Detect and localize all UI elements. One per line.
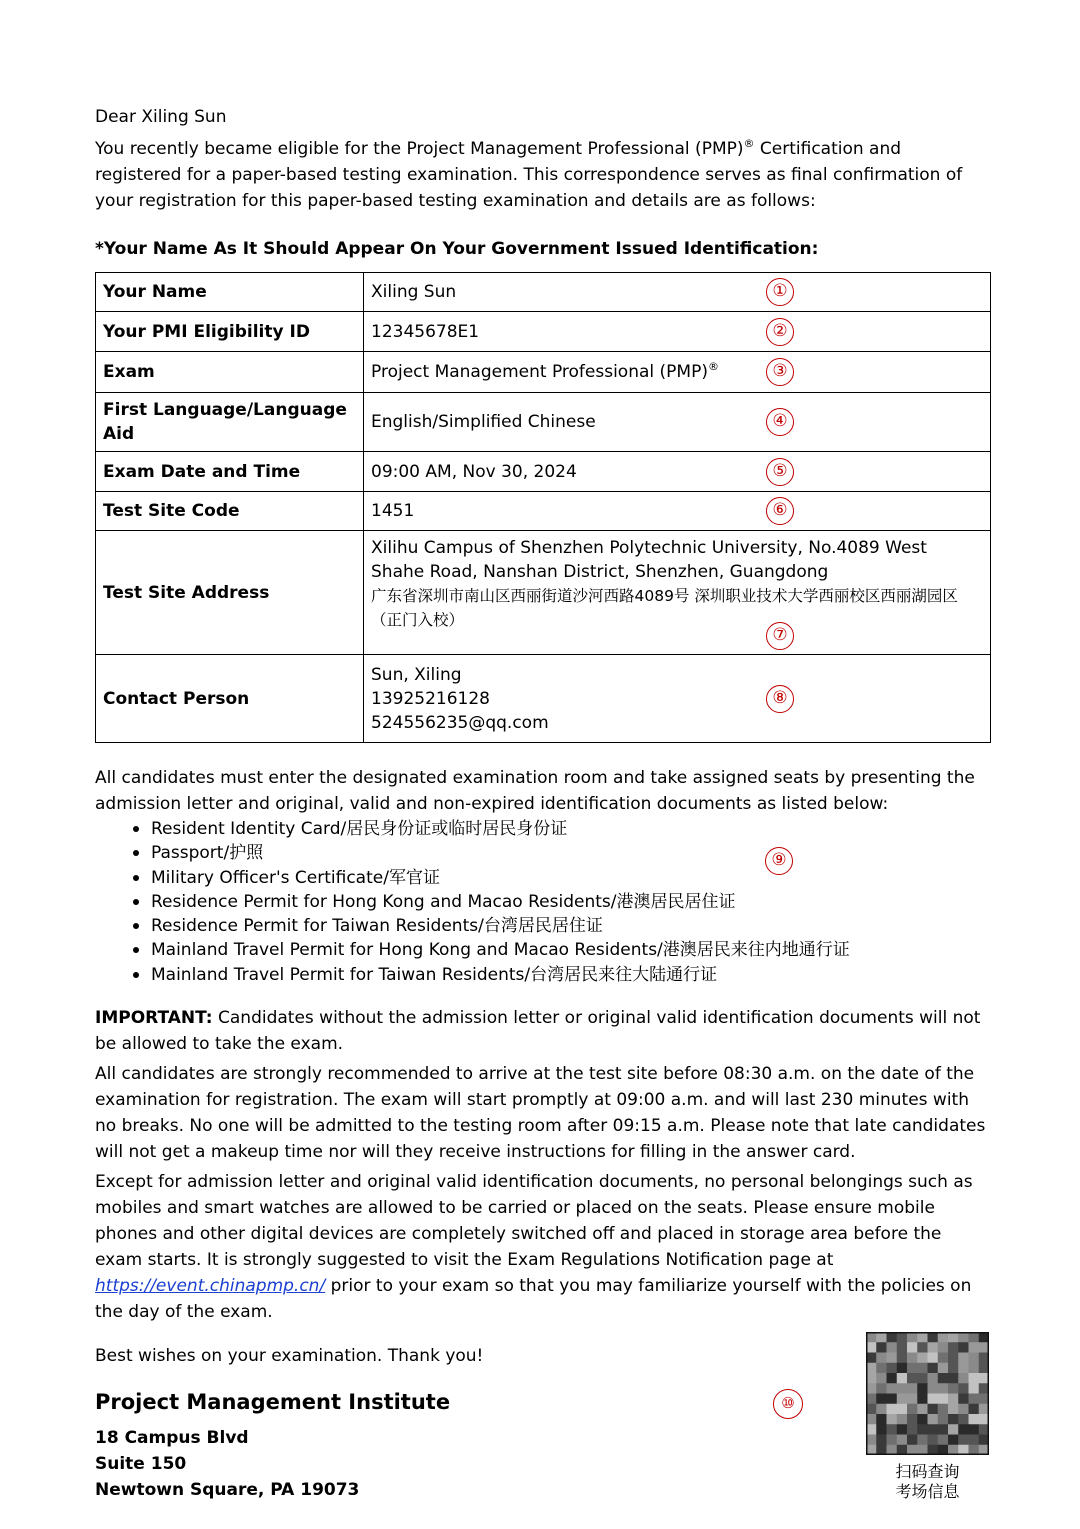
list-item: Military Officer's Certificate/军官证 — [133, 866, 991, 890]
closing-wishes: Best wishes on your examination. Thank you! — [95, 1346, 484, 1367]
site-address-en: Xilihu Campus of Shenzhen Polytechnic University, No.4089 West Shahe Road, Nanshan District, Shenzhen, Guangdong — [371, 538, 927, 582]
important-notice — [95, 1005, 991, 1057]
name-heading: *Your Name As It Should Appear On Your Government Issued Identification: — [95, 239, 819, 259]
row-value — [364, 352, 991, 393]
qr-caption-line: 考场信息 — [895, 1482, 960, 1501]
list-item: Residence Permit for Taiwan Residents/台湾居民居住证 — [133, 914, 991, 938]
table-row — [96, 273, 991, 312]
row-value — [364, 531, 991, 655]
intro-text: You recently became eligible for the Project Management Professional (PMP) — [95, 139, 744, 159]
exam-date-value: 09:00 AM, Nov 30, 2024 — [371, 461, 577, 482]
annotation-marker: ⑨ — [765, 847, 793, 875]
row-label: Exam — [96, 352, 364, 393]
qr-code[interactable] — [866, 1332, 989, 1455]
organization-name: Project Management Institute — [95, 1390, 451, 1415]
table-row — [96, 312, 991, 352]
qr-caption — [866, 1462, 989, 1502]
row-value — [364, 452, 991, 492]
row-label: Exam Date and Time — [96, 452, 364, 492]
belongings-notice — [95, 1169, 991, 1325]
important-text: Candidates without the admission letter or original valid identification documents will not be allowed to take the exam. — [95, 1008, 981, 1055]
row-label: Test Site Address — [96, 531, 364, 655]
row-value — [364, 655, 991, 743]
row-label: Your PMI Eligibility ID — [96, 312, 364, 352]
table-row — [96, 393, 991, 452]
contact-phone: 13925216128 — [371, 688, 490, 709]
annotation-marker: ⑦ — [766, 622, 794, 650]
belongings-tail: prior to your exam so that you may familiarize yourself with the policies on the day of the exam. — [95, 1276, 972, 1323]
list-item: Mainland Travel Permit for Hong Kong and Macao Residents/港澳居民来往内地通行证 — [133, 938, 991, 962]
registered-mark: ® — [743, 137, 755, 150]
row-value — [364, 492, 991, 531]
id-documents-section — [95, 765, 991, 987]
exam-value: Project Management Professional (PMP) — [371, 362, 708, 382]
site-address-cn: 广东省深圳市南山区西丽街道沙河西路4089号 深圳职业技术大学西丽校区西丽湖园区（正门入校） — [371, 587, 958, 629]
address-line: Suite 150 — [95, 1454, 187, 1475]
belongings-text: Except for admission letter and original valid identification documents, no personal belongings such as mobiles and smart watches are allowed to be carried or placed on the seats. Please ensure mobile phones and other digital devices are completely switched off and placed in storage area before the exam starts. It is strongly suggested to visit the Exam Regulations Notification page at — [95, 1172, 973, 1271]
eligibility-id-value: 12345678E1 — [371, 321, 480, 342]
intro-text-cont: Certification and registered for a paper-based testing examination. This correspondence serves as final confirmation of your registration for this paper-based testing examination and details are as follows: — [95, 139, 963, 211]
registration-details-table — [95, 272, 991, 743]
id-documents-list — [133, 817, 991, 987]
table-row — [96, 531, 991, 655]
row-label: Test Site Code — [96, 492, 364, 531]
intro-paragraph — [95, 136, 991, 214]
annotation-marker: ⑤ — [766, 458, 794, 486]
list-item: Passport/护照 — [133, 841, 991, 865]
row-value — [364, 312, 991, 352]
table-row — [96, 352, 991, 393]
annotation-marker: ⑧ — [766, 685, 794, 713]
row-value — [364, 273, 991, 312]
name-value: Xiling Sun — [371, 282, 457, 302]
qr-caption-line: 扫码查询 — [895, 1462, 960, 1481]
table-row — [96, 452, 991, 492]
greeting: Dear Xiling Sun — [95, 107, 227, 127]
table-row — [96, 655, 991, 743]
annotation-marker: ① — [766, 278, 794, 306]
table-row — [96, 492, 991, 531]
list-item: Mainland Travel Permit for Taiwan Residents/台湾居民来往大陆通行证 — [133, 963, 991, 987]
address-line: Newtown Square, PA 19073 — [95, 1480, 360, 1501]
row-value — [364, 393, 991, 452]
registered-mark: ® — [707, 360, 719, 373]
important-label: IMPORTANT: — [95, 1008, 213, 1029]
exam-regulations-link[interactable]: https://event.chinapmp.cn/ — [95, 1276, 326, 1297]
annotation-marker: ⑥ — [766, 497, 794, 525]
id-documents-intro: All candidates must enter the designated examination room and take assigned seats by presenting the admission letter and original, valid and non-expired identification documents as listed below: — [95, 768, 975, 814]
address-line: 18 Campus Blvd — [95, 1428, 249, 1449]
row-label: First Language/Language Aid — [96, 393, 364, 452]
contact-name: Sun, Xiling — [371, 664, 462, 685]
letter-body — [95, 104, 991, 1503]
annotation-marker: ⑩ — [773, 1389, 803, 1419]
arrival-notice: All candidates are strongly recommended to arrive at the test site before 08:30 a.m. on the date of the examination for registration. The exam will start promptly at 09:00 a.m. and will last 230 minutes with no breaks. No one will be admitted to the testing room after 09:15 a.m. Please note that late candidates will not get a makeup time nor will they receive instructions for filling in the answer card. — [95, 1064, 986, 1163]
row-label: Your Name — [96, 273, 364, 312]
site-code-value: 1451 — [371, 501, 415, 521]
annotation-marker: ③ — [766, 358, 794, 386]
language-value: English/Simplified Chinese — [371, 412, 596, 432]
annotation-marker: ② — [766, 318, 794, 346]
row-label: Contact Person — [96, 655, 364, 743]
list-item: Residence Permit for Hong Kong and Macao Residents/港澳居民居住证 — [133, 890, 991, 914]
list-item: Resident Identity Card/居民身份证或临时居民身份证 — [133, 817, 991, 841]
contact-email: 524556235@qq.com — [371, 712, 549, 733]
annotation-marker: ④ — [766, 408, 794, 436]
organization-address — [95, 1425, 991, 1503]
